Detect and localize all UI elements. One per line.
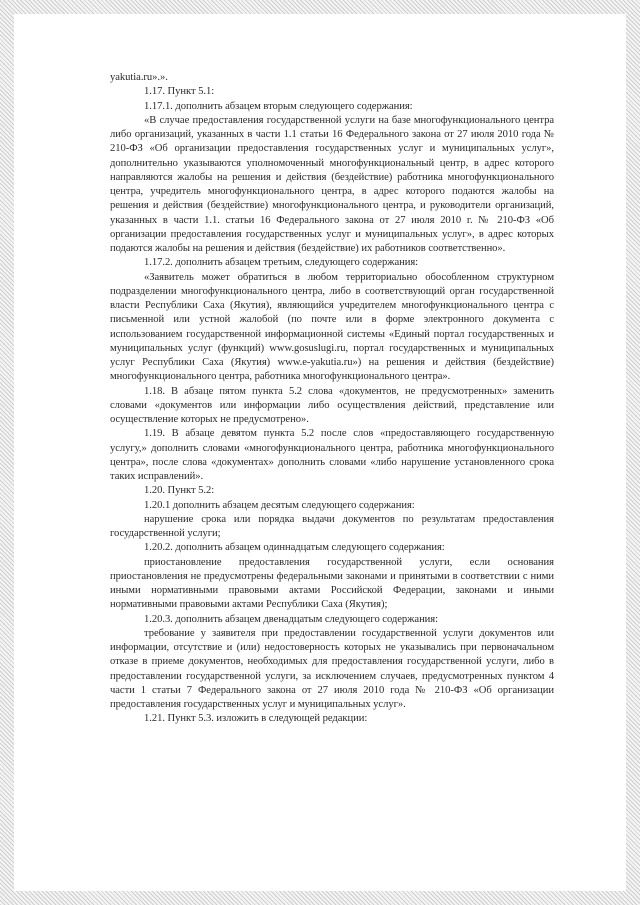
paragraph-amendment-text-4: приостановление предоставления государственной услуги, если основания приостановления не предусмотрены федеральными законами и принятыми в соответствии с ними иными нормативными правовыми актами Российской Федерации, законами и иными нормативными правовыми актами Республики Саха (Якутия); (110, 556, 554, 611)
document-text (110, 71, 554, 727)
paragraph-amendment-text-1: «В случае предоставления государственной услуги на базе многофункционального центра либо организаций, указанных в части 1.1 статьи 16 Федерального закона от 27 июля 2010 года № 210-ФЗ «Об организации предоставления государственных услуг и муниципальных услуг», дополнительно указываются уполномоченный многофункциональный центр, в адрес которого направляются жалобы на решения и действия (бездействие) работника многофункционального центра, учредитель многофункционального центра, в адрес которого подаются жалобы на решения и действия (бездействие) многофункционального центра, и руководители организаций, указанных в части 1.1. статьи 16 Федерального закона от 27 июля 2010 г. № 210-ФЗ «Об организации предоставления государственных услуг и муниципальных услуг», в адрес которых подаются жалобы на решения и действия (бездействие) их работников соответственно». (110, 114, 554, 254)
paragraph-item-1-20-3: 1.20.3. дополнить абзацем двенадцатым следующего содержания: (144, 613, 439, 625)
paragraph-item-1-20-2: 1.20.2. дополнить абзацем одиннадцатым следующего содержания: (144, 542, 445, 554)
paragraph-item-1-19: 1.19. В абзаце девятом пункта 5.2 после слов «предоставляющего государственную услугу,» дополнить словами «многофункционального центра, работника многофункционального центра», после слова «документах» дополнить словами «либо нарушение установленного срока таких исправлений». (110, 428, 554, 482)
paragraph-item-1-17-1: 1.17.1. дополнить абзацем вторым следующего содержания: (144, 100, 413, 112)
paragraph-item-1-20-1: 1.20.1 дополнить абзацем десятым следующего содержания: (144, 499, 415, 511)
paragraph-item-1-21: 1.21. Пункт 5.3. изложить в следующей редакции: (144, 713, 368, 725)
paragraph-item-1-18: 1.18. В абзаце пятом пункта 5.2 слова «документов, не предусмотренных» заменить словами «документов или информации либо осуществления действий, представление или осуществление которых не предусмотрено». (110, 385, 554, 425)
paragraph-item-1-20: 1.20. Пункт 5.2: (144, 485, 215, 497)
paragraph-item-1-17-2: 1.17.2. дополнить абзацем третьим, следующего содержания: (144, 257, 419, 269)
document-page (14, 14, 626, 891)
paragraph-amendment-text-5: требование у заявителя при предоставлении государственной услуги документов или информации, отсутствие и (или) недостоверность которых не указывались при первоначальном отказе в приеме документов, необходимых для предоставления государственной услуги, либо в предоставлении государственной услуги, за исключением случаев, предусмотренных пунктом 4 части 1 статьи 7 Федерального закона от 27 июля 2010 года № 210-ФЗ «Об организации предоставления государственных услуг и муниципальных услуг». (110, 627, 554, 710)
paragraph-item-1-17: 1.17. Пункт 5.1: (144, 86, 215, 98)
paragraph-amendment-text-2: «Заявитель может обратиться в любом территориально обособленном структурном подразделении многофункционального центра, либо в соответствующий орган государственной власти Республики Саха (Якутия), являющийся учредителем многофункционального центра с письменной или устной жалобой (по почте или в форме электронного документа с использованием государственной информационной системы «Единый портал государственных и муниципальных услуг (функций) www.gosuslugi.ru, портал государственных и муниципальных услуг Республики Саха (Якутия) www.e-yakutia.ru») на решения и действия (бездействие) многофункционального центра, работника многофункционального центра». (110, 271, 554, 383)
paragraph-quote-end: yakutia.ru».». (110, 72, 168, 83)
paragraph-amendment-text-3: нарушение срока или порядка выдачи документов по результатам предоставления государственной услуги; (110, 513, 554, 539)
